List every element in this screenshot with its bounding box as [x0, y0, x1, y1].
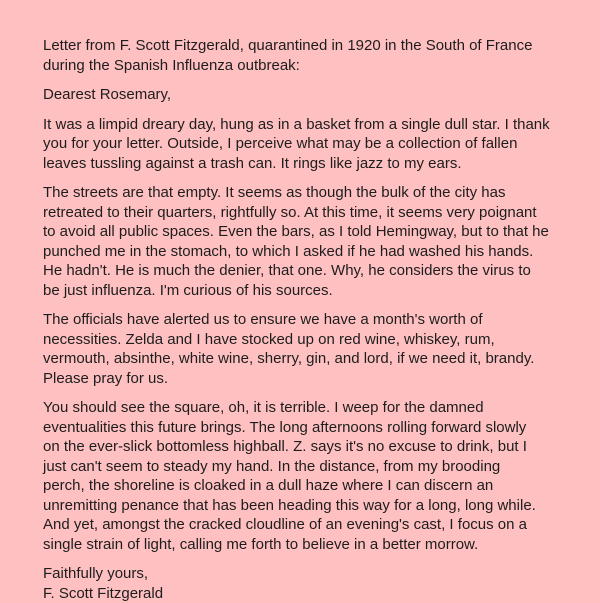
- paragraph-line: single strain of light, calling me forth to believe in a better morrow.: [43, 535, 575, 555]
- closing: Faithfully yours,: [43, 564, 575, 584]
- letter-body: [43, 36, 575, 603]
- paragraph-3: [43, 310, 575, 388]
- paragraph-line: just can't seem to steady my hand. In the distance, from my brooding: [43, 457, 575, 477]
- paragraph-line: The streets are that empty. It seems as though the bulk of the city has: [43, 183, 575, 203]
- paragraph-1: [43, 115, 575, 174]
- signature: F. Scott Fitzgerald: [43, 584, 575, 603]
- paragraph-line: retreated to their quarters, rightfully so. At this time, it seems very poignant: [43, 203, 575, 223]
- greeting: Dearest Rosemary,: [43, 85, 575, 105]
- paragraph-line: You should see the square, oh, it is terrible. I weep for the damned: [43, 398, 575, 418]
- paragraph-line: necessities. Zelda and I have stocked up on red wine, whiskey, rum,: [43, 330, 575, 350]
- paragraph-gap: [43, 300, 575, 310]
- paragraph-gap: [43, 388, 575, 398]
- paragraph-line: vermouth, absinthe, white wine, sherry, gin, and lord, if we need it, brandy.: [43, 349, 575, 369]
- paragraph-gap: [43, 105, 575, 115]
- intro-line: Letter from F. Scott Fitzgerald, quarantined in 1920 in the South of France: [43, 36, 575, 56]
- paragraph-line: It was a limpid dreary day, hung as in a basket from a single dull star. I thank: [43, 115, 575, 135]
- paragraph-4: [43, 398, 575, 554]
- paragraph-line: be just influenza. I'm curious of his sources.: [43, 281, 575, 301]
- paragraph-line: eventualities this future brings. The long afternoons rolling forward slowly: [43, 418, 575, 438]
- paragraph-2: [43, 183, 575, 300]
- paragraph-line: on the ever-slick bottomless highball. Z. says it's no excuse to drink, but I: [43, 437, 575, 457]
- paragraph-gap: [43, 75, 575, 85]
- paragraph-line: you for your letter. Outside, I perceive what may be a collection of fallen: [43, 134, 575, 154]
- paragraph-line: punched me in the stomach, to which I asked if he had washed his hands.: [43, 242, 575, 262]
- intro-text: [43, 36, 575, 75]
- paragraph-line: perch, the shoreline is cloaked in a dull haze where I can discern an: [43, 476, 575, 496]
- paragraph-gap: [43, 173, 575, 183]
- paragraph-line: Please pray for us.: [43, 369, 575, 389]
- paragraph-line: The officials have alerted us to ensure we have a month's worth of: [43, 310, 575, 330]
- paragraph-line: unremitting penance that has been heading this way for a long, long while.: [43, 496, 575, 516]
- paragraph-line: leaves tussling against a trash can. It rings like jazz to my ears.: [43, 154, 575, 174]
- paragraph-line: to avoid all public spaces. Even the bars, as I told Hemingway, but to that he: [43, 222, 575, 242]
- paragraph-line: He hadn't. He is much the denier, that one. Why, he considers the virus to: [43, 261, 575, 281]
- paragraph-gap: [43, 554, 575, 564]
- intro-line: during the Spanish Influenza outbreak:: [43, 56, 575, 76]
- paragraph-line: And yet, amongst the cracked cloudline of an evening's cast, I focus on a: [43, 515, 575, 535]
